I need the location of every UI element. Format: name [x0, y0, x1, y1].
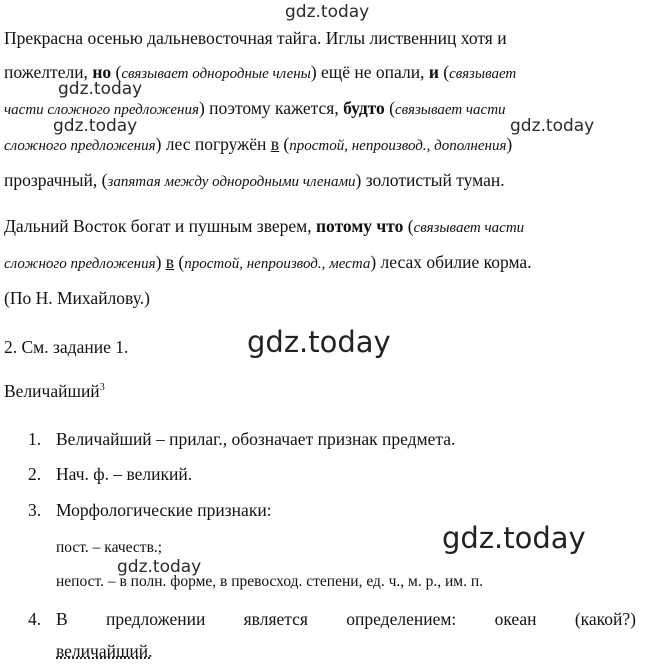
annotation: связывает части [413, 220, 525, 236]
paragraph-2-line-2 [4, 251, 532, 275]
watermark: gdz.today [510, 116, 595, 136]
watermark: gdz.today [247, 325, 391, 359]
text: ) ещё не опали, [310, 62, 429, 82]
conjunction: но [92, 62, 112, 82]
paragraph-2-line-3 [4, 287, 150, 309]
watermark: gdz.today [117, 557, 202, 577]
source-citation: (По Н. Михайлову.) [4, 288, 150, 308]
list-item: Величайший – прилаг., обозначает признак предмета. [56, 429, 456, 449]
conjunction: будто [343, 98, 385, 118]
annotation: запятая между однородными членами [107, 174, 356, 190]
list-item-number: 1. [28, 429, 42, 449]
conjunction: потому что [315, 216, 404, 236]
text: ( [403, 216, 414, 236]
list-item [56, 608, 636, 630]
text: ( [174, 252, 185, 272]
annotation: сложного предложения [4, 138, 156, 154]
text: ( [279, 134, 290, 154]
annotation: связывает части [395, 102, 506, 118]
paragraph-1-line-4 [4, 133, 512, 157]
watermark: gdz.today [58, 79, 143, 99]
list-item-number: 2. [28, 464, 42, 484]
word-superscript: 3 [99, 382, 105, 394]
text: В предложении является определением: океан (какой?) [56, 609, 636, 629]
annotation: простой, непроизвод., места [184, 256, 371, 272]
list-item: Нач. ф. – великий. [56, 464, 193, 484]
annotation: сложного предложения [4, 256, 156, 272]
text: ( [384, 98, 395, 118]
text: ( [111, 62, 122, 82]
paragraph-1-line-2 [4, 61, 516, 85]
paragraph-2-line-1 [4, 215, 524, 239]
paragraph-1-line-3 [4, 97, 506, 121]
watermark: gdz.today [442, 521, 586, 555]
sub-item-permanent: пост. – качеств.; [56, 539, 163, 556]
paragraph-1-line-5 [4, 169, 505, 193]
text: Прекрасна осенью дальневосточная тайга. Иглы лиственниц хотя и [4, 28, 507, 48]
annotation: части сложного предложения [4, 102, 199, 118]
list-item-number: 4. [28, 609, 42, 629]
list-item: Морфологические признаки: [56, 500, 272, 520]
text: Дальний Восток богат и пушным зверем, [4, 216, 316, 236]
parsed-word [4, 380, 105, 402]
text: ( [438, 62, 450, 82]
text: ) [155, 252, 166, 272]
annotation: связывает однородные члены [121, 66, 311, 82]
text: ) лесах обилие корма. [370, 252, 532, 272]
text: ) [506, 134, 513, 154]
text: ) поэтому кажется, [198, 98, 344, 118]
conjunction: и [428, 62, 439, 82]
list-item-number: 3. [28, 500, 42, 520]
preposition: в [270, 134, 280, 154]
watermark: gdz.today [285, 2, 370, 22]
text: пожелтели, [4, 62, 93, 82]
word-text: Величайший [4, 381, 100, 401]
annotation: простой, непроизвод., дополнения [289, 138, 507, 154]
text: ) лес погружён [155, 134, 271, 154]
preposition: в [165, 252, 175, 272]
annotation: связывает [449, 66, 517, 82]
watermark: gdz.today [53, 116, 138, 136]
task-2-heading [4, 336, 128, 358]
paragraph-1-line-1 [4, 27, 640, 49]
list-item-continuation [56, 640, 153, 662]
text: прозрачный, ( [4, 170, 108, 190]
sub-item-non-permanent: непост. – в полн. форме, в превосход. степени, ед. ч., м. р., им. п. [56, 573, 484, 590]
text: величайший. [56, 641, 153, 661]
text: 2. См. задание 1. [4, 337, 129, 357]
text: ) золотистый туман. [355, 170, 505, 190]
